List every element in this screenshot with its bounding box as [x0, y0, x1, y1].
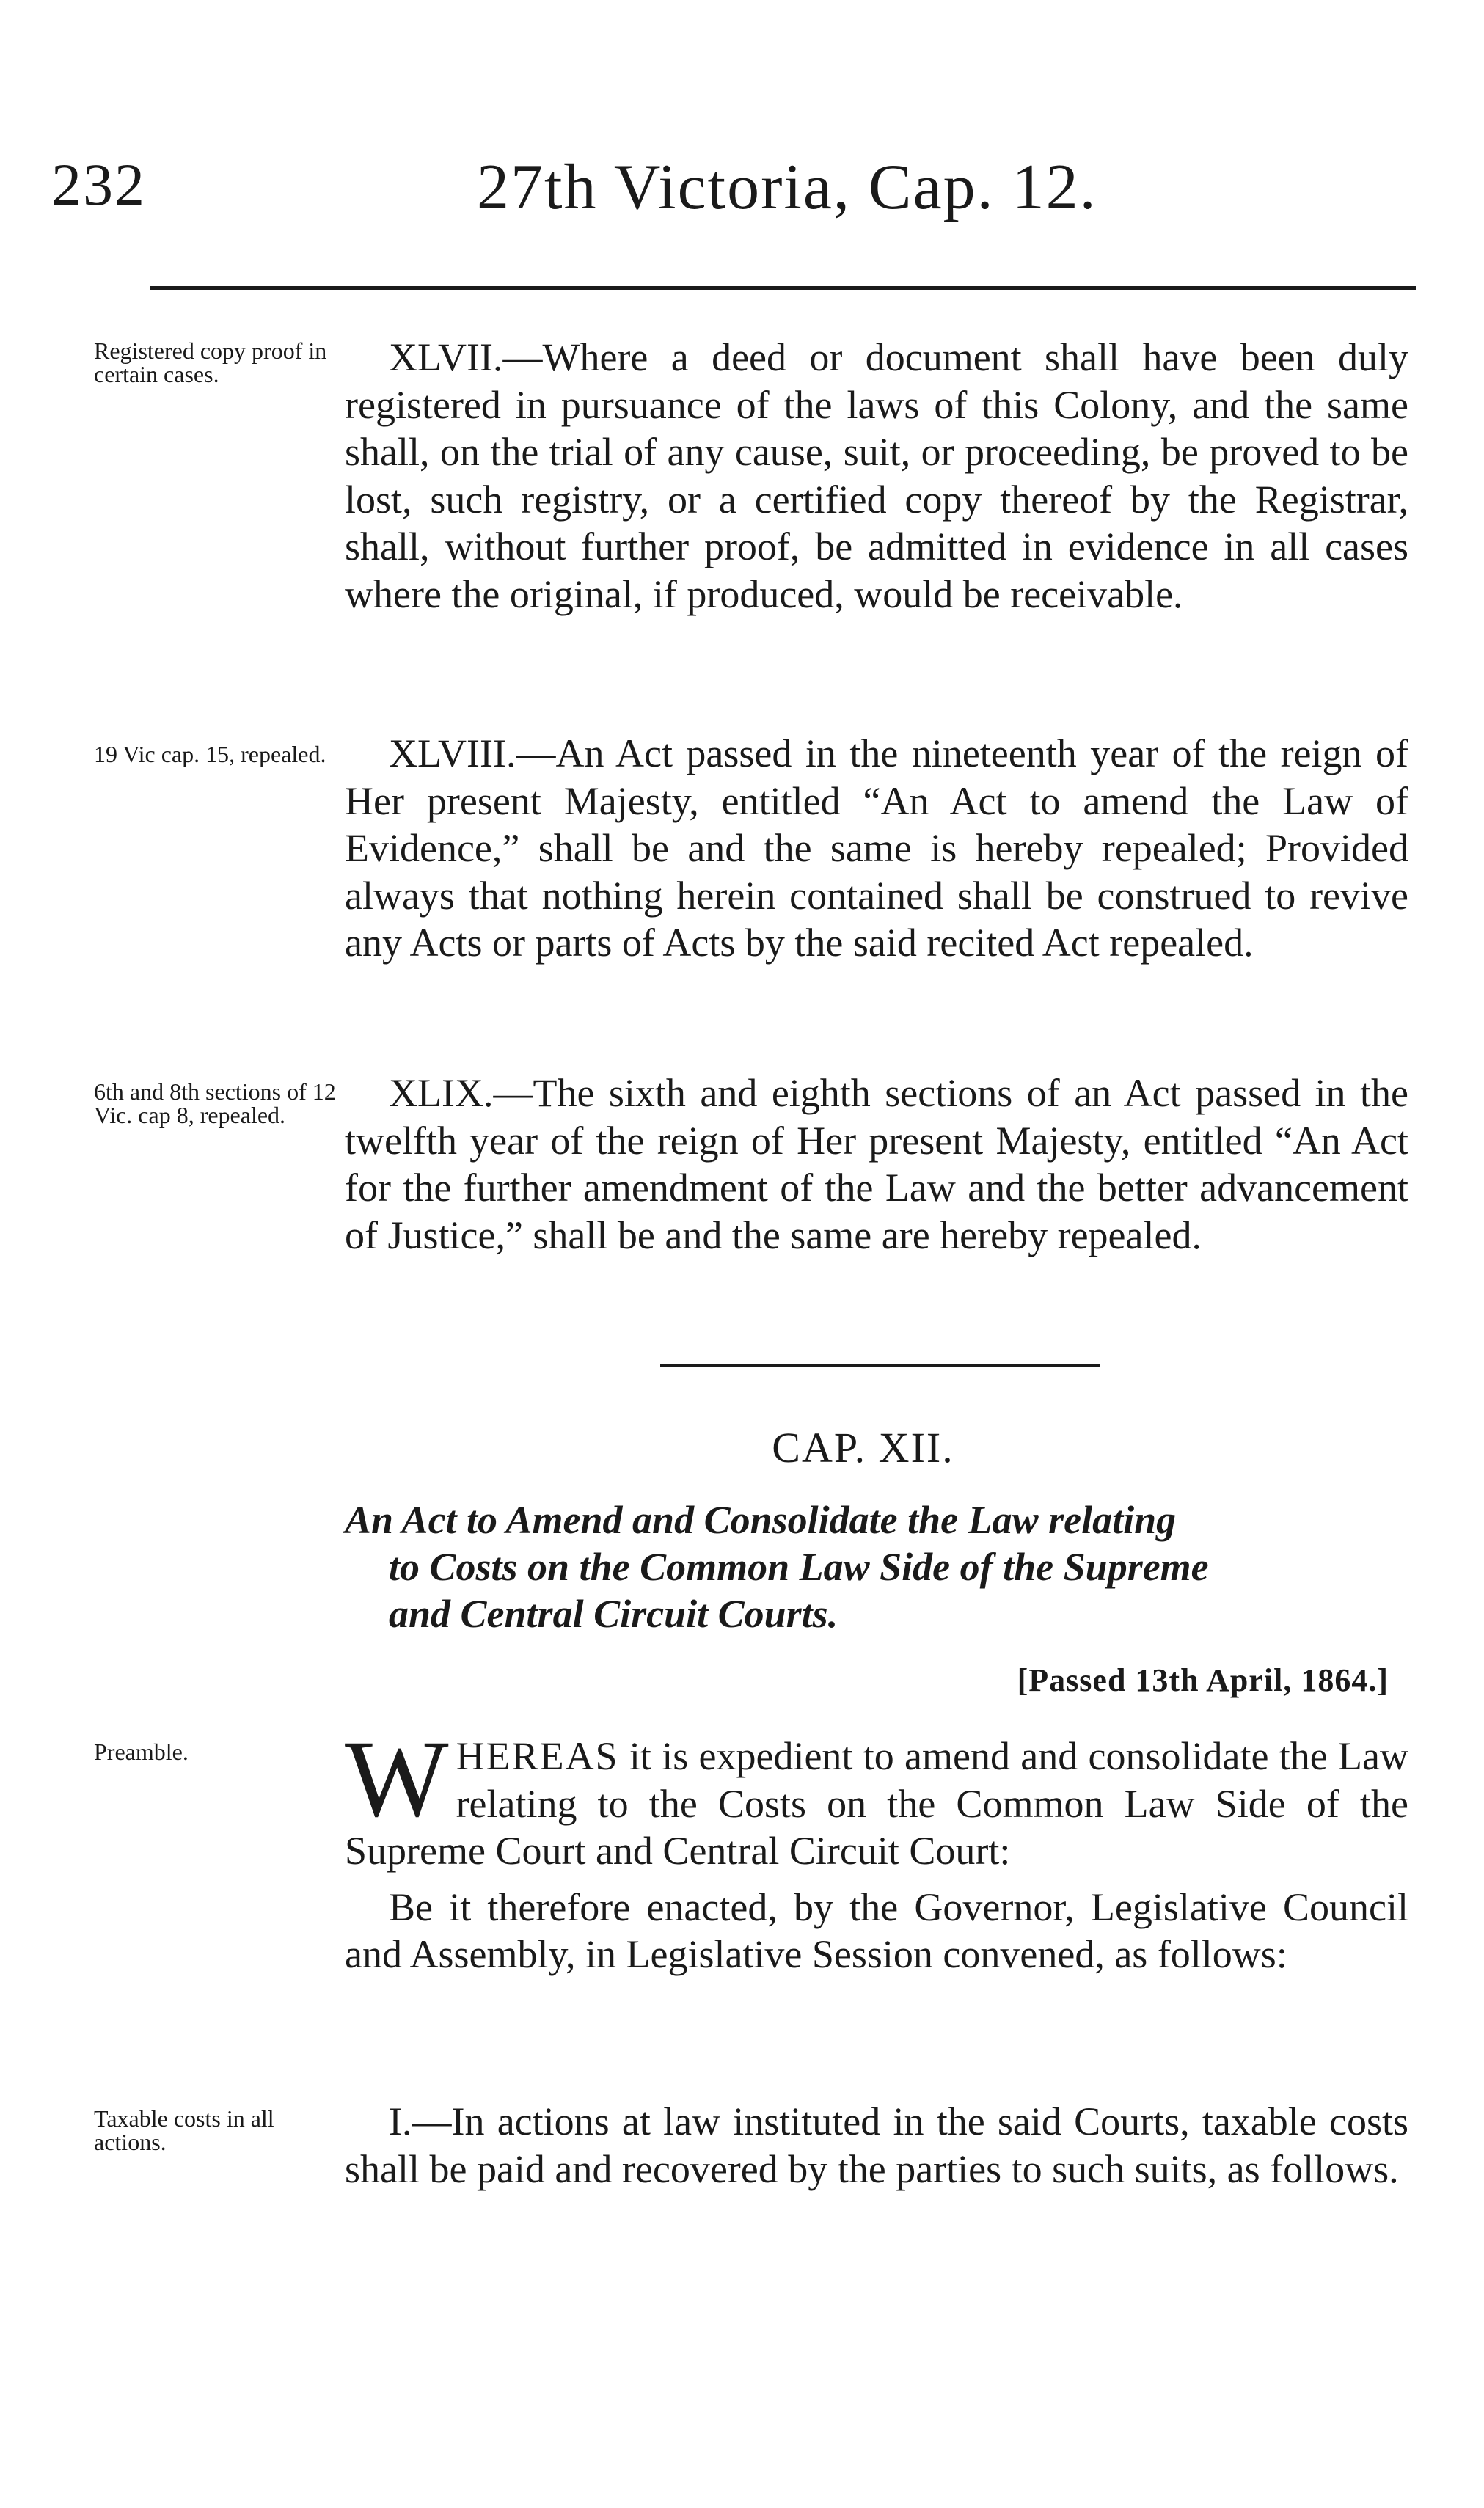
header-rule: [150, 286, 1416, 290]
act-title-line-2: to Costs on the Common Law Side of the Supreme: [389, 1545, 1209, 1589]
preamble-body: it is expedient to amend and consolidate the Law relating to the Costs on the Common Law Side of the Supreme Court and Central Circuit Court:: [345, 1734, 1408, 1873]
section-i: [345, 2098, 1408, 2193]
preamble-first-word: HEREAS: [456, 1734, 619, 1778]
running-head: 27th Victoria, Cap. 12.: [477, 152, 1097, 223]
margin-note-xlviii: 19 Vic cap. 15, repealed.: [94, 741, 326, 767]
margin-note-preamble: Preamble.: [94, 1739, 189, 1765]
preamble-text: [345, 1718, 1408, 1875]
preamble: [345, 1718, 1408, 1978]
cap-heading: CAP. XII.: [772, 1424, 954, 1471]
enactment-clause: Be it therefore enacted, by the Governor, Legislative Council and Assembly, in Legislative Session convened, as follows:: [345, 1884, 1408, 1976]
section-xlviii-text: XLVIII.—An Act passed in the nineteenth year of the reign of Her present Majesty, entitled “An Act to amend the Law of Evidence,” shall be and the same is hereby repealed; Provided always that nothing herein contained shall be construed to revive any Acts or parts of Acts by the said recited Act repealed.: [345, 731, 1408, 965]
section-xlix-text: XLIX.—The sixth and eighth sections of an Act passed in the twelfth year of the reign of Her present Majesty, entitled “An Act for the further amendment of the Law and the better advancement of Justice,” shall be and the same are hereby repealed.: [345, 1071, 1408, 1257]
act-title-line-1: An Act to Amend and Consolidate the Law relating: [345, 1498, 1177, 1542]
section-xlviii: [345, 730, 1408, 967]
section-xlix: [345, 1070, 1408, 1259]
act-title: [345, 1496, 1408, 1637]
margin-note-section-i: Taxable costs in all actions.: [94, 2105, 274, 2155]
section-divider: [660, 1364, 1100, 1367]
section-xlvii: [345, 334, 1408, 618]
section-i-text: I.—In actions at law instituted in the said Courts, taxable costs shall be paid and recovered by the parties to such suits, as follows.: [345, 2099, 1408, 2191]
section-xlvii-text: XLVII.—Where a deed or document shall have been duly registered in pursuance of the laws of this Colony, and the same shall, on the trial of any cause, suit, or proceeding, be proved to be lost, such registry, or a certified copy thereof by the Registrar, shall, without further proof, be admitted in evidence in all cases where the original, if produced, would be receivable.: [345, 335, 1408, 616]
passed-date: [Passed 13th April, 1864.]: [1017, 1662, 1389, 1698]
page-number: 232: [51, 151, 146, 218]
act-title-line-3: and Central Circuit Courts.: [389, 1592, 838, 1636]
page-header: [51, 150, 1423, 253]
drop-cap: W: [345, 1718, 449, 1840]
margin-note-xlvii: Registered copy proof in certain cases.: [94, 337, 327, 387]
margin-note-xlix: 6th and 8th sections of 12 Vic. cap 8, repealed.: [94, 1078, 336, 1128]
